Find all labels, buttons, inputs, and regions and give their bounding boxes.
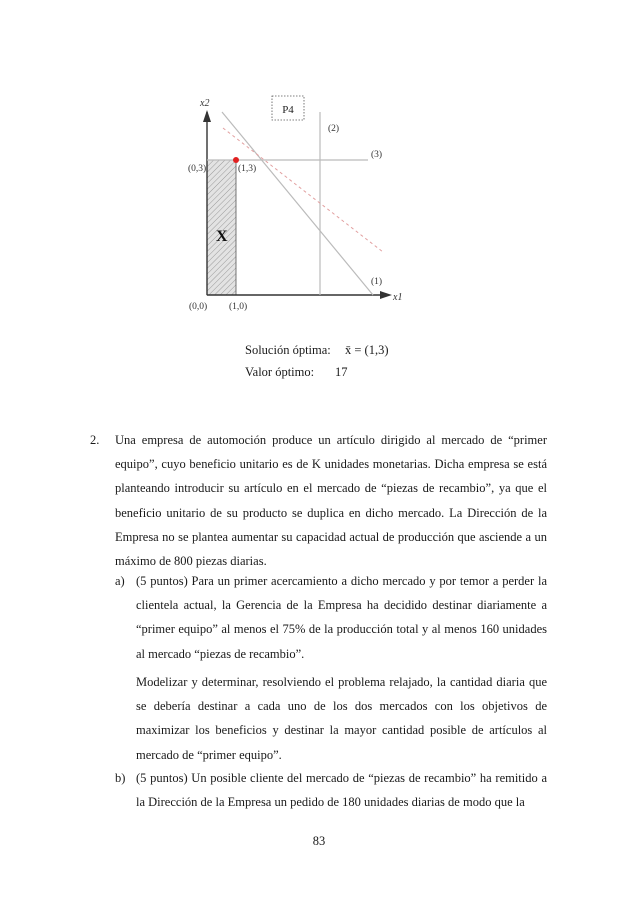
optimal-solution-label: Solución óptima: [245,343,331,357]
optimal-value-label: Valor óptimo: [245,365,315,379]
page-number: 83 [312,834,326,848]
y-axis-arrow [203,110,211,122]
line-label-3: (3) [371,150,383,160]
line-label-1: (1) [371,277,383,287]
x-axis-arrow [380,291,392,299]
part-a-label: a) [115,574,125,588]
x-axis-label: x1 [393,292,403,303]
part-b-label: b) [115,771,126,785]
point-label-0-3: (0,3) [188,164,207,174]
point-label-1-0: (1,0) [229,302,248,312]
point-label-0-0: (0,0) [189,302,208,312]
point-label-1-3: (1,3) [238,164,257,174]
p4-label: P4 [282,104,294,116]
problem-intro: Una empresa de automoción produce un artículo dirigido al mercado de “primer equipo”, cuyo beneficio unitario es de K unidades monetarias. Dicha empresa se está planteando introducir su artículo en el mercado de “piezas de recambio”, ya que el beneficio unitario de su producto se duplica en dicho mercado. La Dirección de la Empresa no se plantea aumentar su capacidad actual de producción que asciende a un máximo de 800 piezas diarias. [115,433,547,569]
objective-line-dashed [223,128,383,252]
optimal-solution-value: x̄ = (1,3) [345,343,389,357]
constraint-line-1 [222,112,373,295]
region-label: X [216,228,228,245]
line-label-2: (2) [328,124,340,134]
y-axis-label: x2 [200,98,210,109]
part-b-text: (5 puntos) Un posible cliente del mercado de “piezas de recambio” ha remitido a la Dirección de la Empresa un pedido de 180 unidades diarias de modo que la [136,771,547,810]
optimal-value-number: 17 [335,365,348,379]
feasible-region-figure [0,0,638,330]
problem-number: 2. [90,433,100,447]
part-a-text: (5 puntos) Para un primer acercamiento a dicho mercado y por temor a perder la clientela actual, la Gerencia de la Empresa ha decidido destinar diariamente a “primer equipo” al menos el 75% de la producción total y al menos 160 unidades al mercado “piezas de recambio”. [136,574,547,661]
optimal-point [233,157,239,163]
part-a-text-2: Modelizar y determinar, resolviendo el problema relajado, la cantidad diaria que se debería destinar a cada uno de los dos mercados con los objetivos de maximizar los beneficios y destinar la mayor cantidad posible de artículos al mercado de “primer equipo”. [136,675,547,762]
